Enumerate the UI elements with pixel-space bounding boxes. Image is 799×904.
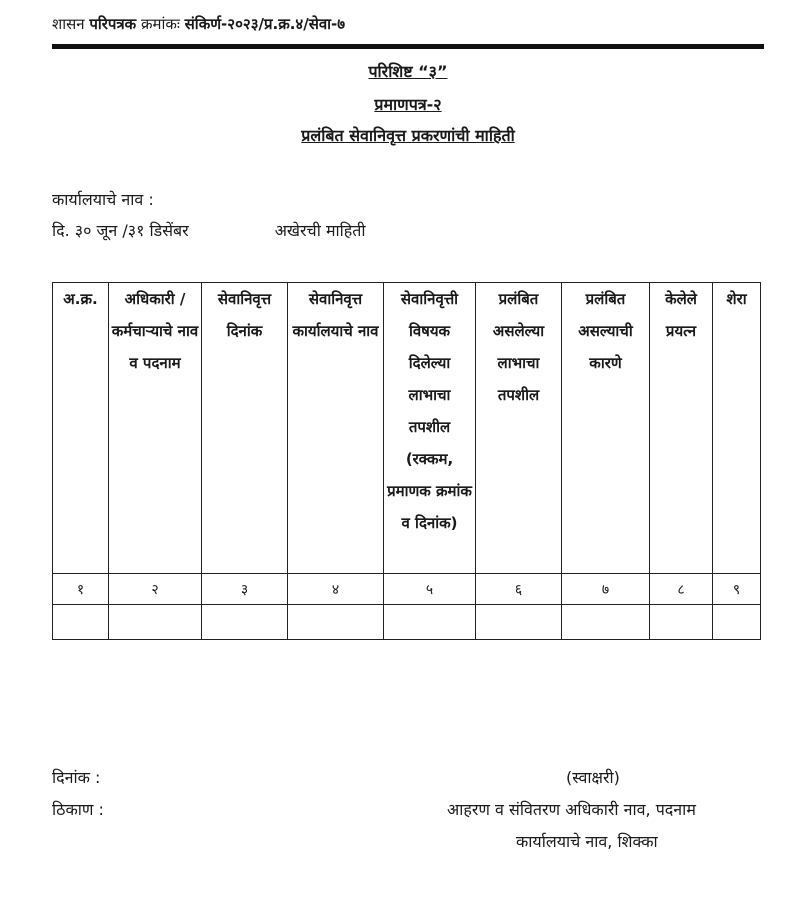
column-number: ६ <box>476 574 562 605</box>
table-header-cell: शेरा <box>713 283 761 574</box>
empty-cell <box>109 605 202 640</box>
column-number: १ <box>53 574 109 605</box>
table-header-row <box>53 283 761 574</box>
table-empty-row <box>53 605 761 640</box>
empty-cell <box>288 605 384 640</box>
column-number: ४ <box>288 574 384 605</box>
column-number: ९ <box>713 574 761 605</box>
office-name-label: कार्यालयाचे नाव : <box>52 190 154 209</box>
date-label: दिनांक : <box>52 768 101 787</box>
header-prefix: शासन <box>52 15 90 33</box>
column-number: ३ <box>202 574 288 605</box>
table-header-cell: सेवानिवृत्त दिनांक <box>202 283 288 574</box>
column-number: ८ <box>650 574 713 605</box>
column-number: ७ <box>562 574 650 605</box>
place-label: ठिकाण : <box>52 800 104 819</box>
empty-cell <box>713 605 761 640</box>
officer-label: आहरण व संवितरण अधिकारी नाव, पदनाम <box>447 800 696 819</box>
header-rule <box>52 44 764 49</box>
signature-label: (स्वाक्षरी) <box>566 768 620 787</box>
certificate-title: प्रमाणपत्र-२ <box>374 95 442 114</box>
date-line <box>52 219 366 241</box>
table-header-cell: अधिकारी / कर्मचाऱ्याचे नाव व पदनाम <box>109 283 202 574</box>
table-header-cell: सेवानिवृत्त कार्यालयाचे नाव <box>288 283 384 574</box>
header-number-label: क्रमांकः <box>136 15 185 33</box>
pending-cases-table <box>52 282 761 640</box>
office-seal-label: कार्यालयाचे नाव, शिक्का <box>516 832 658 851</box>
circular-reference <box>52 14 345 34</box>
header-circular: परिपत्रक <box>89 15 137 33</box>
table-header-cell: अ.क्र. <box>53 283 109 574</box>
subject-title: प्रलंबित सेवानिवृत्त प्रकरणांची माहिती <box>301 126 515 145</box>
empty-cell <box>650 605 713 640</box>
column-number: ५ <box>384 574 476 605</box>
column-number: २ <box>109 574 202 605</box>
table-header-cell: सेवानिवृत्ती विषयक दिलेल्या लाभाचा तपशील (रक्कम, प्रमाणक क्रमांक व दिनांक) <box>384 283 476 574</box>
table-header-cell: प्रलंबित असल्याची कारणे <box>562 283 650 574</box>
table-number-row <box>53 574 761 605</box>
appendix-title: परिशिष्ट “३” <box>368 62 448 81</box>
header-number: संकिर्ण-२०२३/प्र.क्र.४/सेवा-७ <box>184 15 346 33</box>
table-header-cell: केलेले प्रयत्न <box>650 283 713 574</box>
table-header-cell: प्रलंबित असलेल्या लाभाचा तपशील <box>476 283 562 574</box>
empty-cell <box>53 605 109 640</box>
date-range: दि. ३० जून /३१ डिसेंबर <box>52 221 189 240</box>
empty-cell <box>384 605 476 640</box>
empty-cell <box>202 605 288 640</box>
status-text: अखेरची माहिती <box>274 221 366 240</box>
empty-cell <box>562 605 650 640</box>
empty-cell <box>476 605 562 640</box>
